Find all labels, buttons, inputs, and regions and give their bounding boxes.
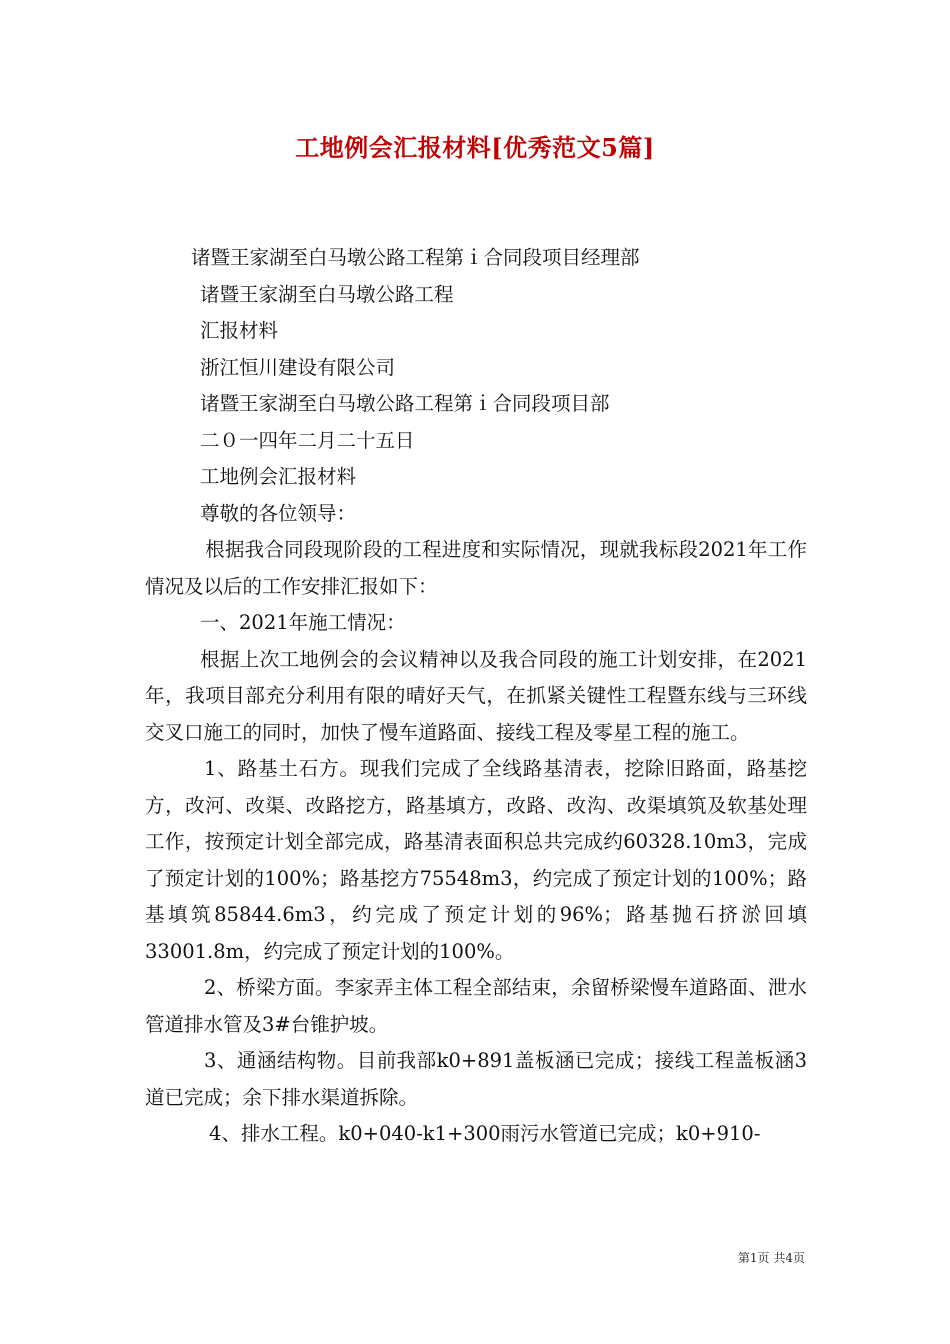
header-line-section-department: 诸暨王家湖至白马墩公路工程第ｉ合同段项目部	[200, 392, 610, 415]
paragraph-culvert: 3、通涵结构物。目前我部k0+891盖板涵已完成；接线工程盖板涵3道已完成；余下排水渠道拆除。	[145, 1049, 807, 1109]
paragraph-overview: 根据上次工地例会的会议精神以及我合同段的施工计划安排，在2021年，我项目部充分利用有限的晴好天气，在抓紧关键性工程暨东线与三环线交叉口施工的同时，加快了慢车道路面、接线工程及零星工程的施工。	[145, 647, 807, 744]
header-line-report: 汇报材料	[200, 319, 279, 342]
header-line-date: 二０一四年二月二十五日	[200, 428, 415, 452]
section-heading-2021: 一、2021年施工情况：	[200, 611, 406, 634]
salutation: 尊敬的各位领导：	[200, 501, 357, 525]
header-line-company: 浙江恒川建设有限公司	[200, 355, 396, 379]
paragraph-earthwork: 1、路基土石方。现我们完成了全线路基清表，挖除旧路面，路基挖方，改河、改渠、改路挖方，路基填方，改路、改沟、改渠填筑及软基处理工作，按预定计划全部完成，路基清表面积总共完成约60328.10m3，完成了预定计划的100%；路基挖方75548m3，约完成了预定计划的100%；路基填筑85844.6m3，约完成了预定计划的96%；路基抛石挤淤回填33001.8m，约完成了预定计划的100%。	[145, 757, 807, 963]
page-number-footer: 第1页 共4页	[737, 1251, 805, 1265]
paragraph-drainage: 4、排水工程。k0+040-k1+300雨污水管道已完成；k0+910-	[209, 1122, 761, 1145]
header-line-project-department: 诸暨王家湖至白马墩公路工程第ｉ合同段项目经理部	[191, 246, 640, 269]
header-line-project-name: 诸暨王家湖至白马墩公路工程	[200, 282, 454, 306]
document-body	[145, 240, 807, 1153]
paragraph-bridge: 2、桥梁方面。李家弄主体工程全部结束，余留桥梁慢车道路面、泄水管道排水管及3#台锥护坡。	[145, 976, 807, 1036]
document-title: 工地例会汇报材料[优秀范文5篇]	[295, 133, 655, 162]
paragraph-intro: 根据我合同段现阶段的工程进度和实际情况，现就我标段2021年工作情况及以后的工作安排汇报如下：	[145, 538, 807, 598]
header-line-subtitle: 工地例会汇报材料	[200, 465, 357, 488]
